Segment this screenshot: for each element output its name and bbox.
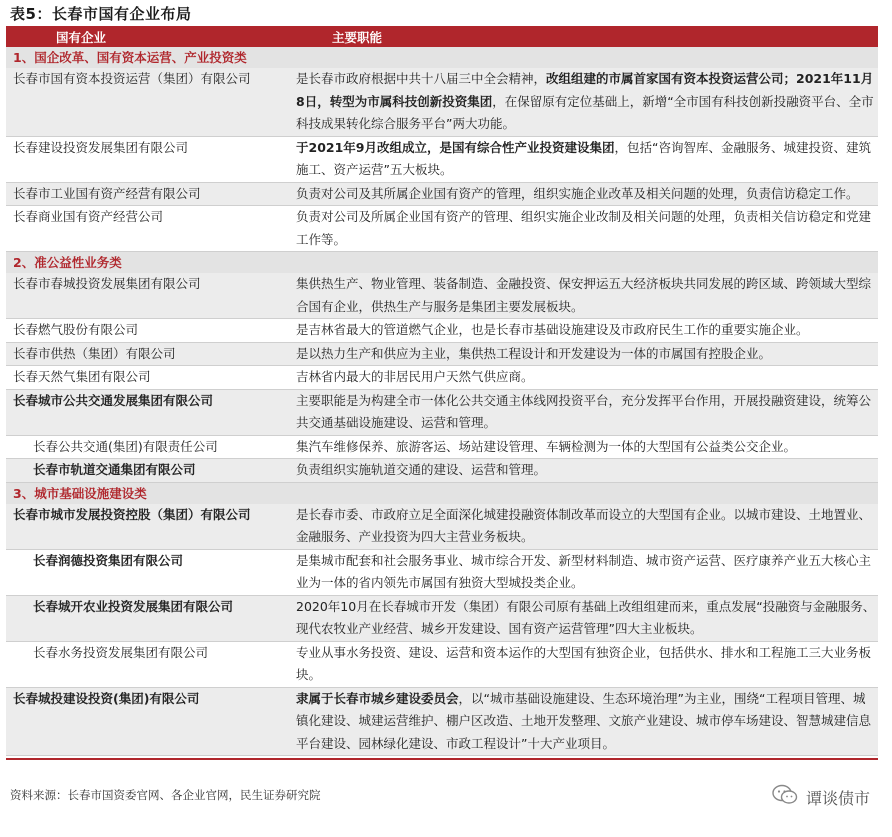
table-row	[6, 183, 878, 207]
description-segment: ，包括“咨询智库、金融服务、城建投资、建筑施工、资产运营”五大板块。	[296, 139, 871, 177]
enterprise-name: 长春市春城投资发展集团有限公司	[13, 276, 201, 291]
table-row	[6, 206, 878, 252]
table-bottom-rule	[6, 758, 878, 760]
watermark	[772, 784, 870, 810]
description-segment: ，在保留原有定位基础上，新增“全市国有科技创新投融资平台、全市科技成果转化综合服务平台”两大功能。	[296, 93, 874, 131]
description-segment: 于2021年9月改组成立，是国有综合性产业投资建设集团	[296, 139, 615, 155]
description-segment: 2020年10月在长春城市开发（集团）有限公司原有基础上改组组建而来，重点发展“投融资与金融服务、现代农牧业产业经营、城乡开发建设、国有资产运营管理”四大主业板块。	[296, 598, 876, 636]
enterprise-name: 长春市供热（集团）有限公司	[13, 345, 176, 361]
description-segment: 吉林省内最大的非居民用户天然气供应商。	[296, 369, 534, 384]
enterprise-name: 长春润德投资集团有限公司	[33, 552, 184, 568]
description-segment: 是长春市委、市政府立足全面深化城建投融资体制改革而设立的大型国有企业。以城市建设、土地置业、金融服务、产业投资为四大主营业务板块。	[296, 506, 872, 544]
description-segment: 是以热力生产和供应为主业，集供热工程设计和开发建设为一体的市属国有控股企业。	[296, 345, 772, 361]
table-row	[6, 550, 878, 596]
enterprise-name: 长春城市公共交通发展集团有限公司	[13, 392, 214, 408]
table-row	[6, 68, 878, 137]
table-row	[6, 366, 878, 390]
function-description	[292, 183, 878, 206]
enterprise-name: 长春商业国有资产经营公司	[13, 209, 164, 224]
description-segment: 专业从事水务投资、建设、运营和资本运作的大型国有独资企业，包括供水、排水和工程施工三大业务板块。	[296, 644, 872, 682]
table-body	[6, 47, 878, 756]
description-segment: 集供热生产、物业管理、装备制造、金融投资、保安押运五大经济板块共同发展的跨区域、跨领域大型综合国有企业，供热生产与服务是集团主要发展板块。	[296, 276, 872, 314]
table-row	[6, 137, 878, 183]
function-description	[292, 642, 878, 687]
function-description	[292, 206, 878, 251]
function-description	[292, 319, 878, 342]
enterprise-name: 长春建设投资发展集团有限公司	[13, 139, 189, 155]
table-row	[6, 688, 878, 757]
function-description	[292, 390, 878, 435]
table-row	[6, 343, 878, 367]
section-header: 2、准公益性业务类	[6, 252, 878, 273]
description-segment: 隶属于长春市城乡建设委员会	[296, 690, 459, 706]
function-description	[292, 596, 878, 641]
enterprise-name: 长春市城市发展投资控股（集团）有限公司	[13, 506, 251, 522]
enterprise-name: 长春水务投资发展集团有限公司	[33, 644, 209, 660]
table-row	[6, 596, 878, 642]
enterprise-name: 长春城投建设投资(集团)有限公司	[13, 690, 200, 706]
wechat-icon	[772, 784, 798, 810]
function-description	[292, 343, 878, 366]
function-description	[292, 366, 878, 389]
header-col-enterprise: 国有企业	[56, 29, 107, 45]
soe-table	[6, 26, 878, 760]
table-row	[6, 459, 878, 483]
function-description	[292, 436, 878, 459]
description-segment: 负责对公司及所属企业国有资产的管理、组织实施企业改制及相关问题的处理，负责相关信访稳定和党建工作等。	[296, 209, 872, 247]
table-row	[6, 504, 878, 550]
description-segment: 改组组建的市属首家国有资本投资运营公司；2021年11月8日，转型为市属科技创新投资集团	[296, 71, 874, 109]
table-row	[6, 390, 878, 436]
table-row	[6, 319, 878, 343]
section-header: 1、国企改革、国有资本运营、产业投资类	[6, 47, 878, 68]
table-row	[6, 436, 878, 460]
enterprise-name: 长春公共交通(集团)有限责任公司	[33, 438, 218, 454]
source-note: 资料来源：长春市国资委官网、各企业官网，民生证券研究院	[10, 788, 321, 802]
description-segment: ，以“城市基础设施建设、生态环境治理”为主业，围绕“工程项目管理、城镇化建设、城建运营维护、棚户区改造、土地开发整理、文旅产业建设、城市停车场建设、智慧城建信息平台建设、园林绿化建设、市政工程设计”十大产业项目。	[296, 690, 872, 751]
description-segment: 集汽车维修保养、旅游客运、场站建设管理、车辆检测为一体的大型国有公益类公交企业。	[296, 438, 797, 454]
section-header: 3、城市基础设施建设类	[6, 483, 878, 504]
table-row	[6, 273, 878, 319]
enterprise-name: 长春市国有资本投资运营（集团）有限公司	[13, 71, 251, 86]
description-segment: 是长春市政府根据中共十八届三中全会精神，	[296, 71, 547, 86]
function-description	[292, 68, 878, 136]
watermark-text: 谭谈债市	[805, 788, 870, 808]
description-segment: 是吉林省最大的管道燃气企业，也是长春市基础设施建设及市政府民生工作的重要实施企业。	[296, 322, 809, 337]
enterprise-name: 长春城开农业投资发展集团有限公司	[33, 598, 234, 614]
table-title: 表5：长春市国有企业布局	[10, 5, 192, 23]
table-row	[6, 642, 878, 688]
table-header	[6, 26, 878, 47]
function-description	[292, 273, 878, 318]
enterprise-name: 长春市工业国有资产经营有限公司	[13, 185, 201, 201]
header-col-function: 主要职能	[332, 29, 383, 45]
description-segment: 负责对公司及其所属企业国有资产的管理，组织实施企业改革及相关问题的处理，负责信访稳定工作。	[296, 185, 859, 201]
description-segment: 是集城市配套和社会服务事业、城市综合开发、新型材料制造、城市资产运营、医疗康养产业五大核心主业为一体的省内领先市属国有独资大型城投类企业。	[296, 552, 872, 590]
function-description	[292, 504, 878, 549]
function-description	[292, 550, 878, 595]
enterprise-name: 长春燃气股份有限公司	[13, 322, 139, 337]
description-segment: 主要职能是为构建全市一体化公共交通主体线网投资平台，充分发挥平台作用，开展投融资建设，统筹公共交通基础设施建设、运营和管理。	[296, 392, 872, 430]
description-segment: 负责组织实施轨道交通的建设、运营和管理。	[296, 462, 547, 477]
function-description	[292, 688, 878, 756]
function-description	[292, 459, 878, 482]
enterprise-name: 长春天然气集团有限公司	[13, 369, 151, 384]
enterprise-name: 长春市轨道交通集团有限公司	[33, 462, 196, 477]
function-description	[292, 137, 878, 182]
